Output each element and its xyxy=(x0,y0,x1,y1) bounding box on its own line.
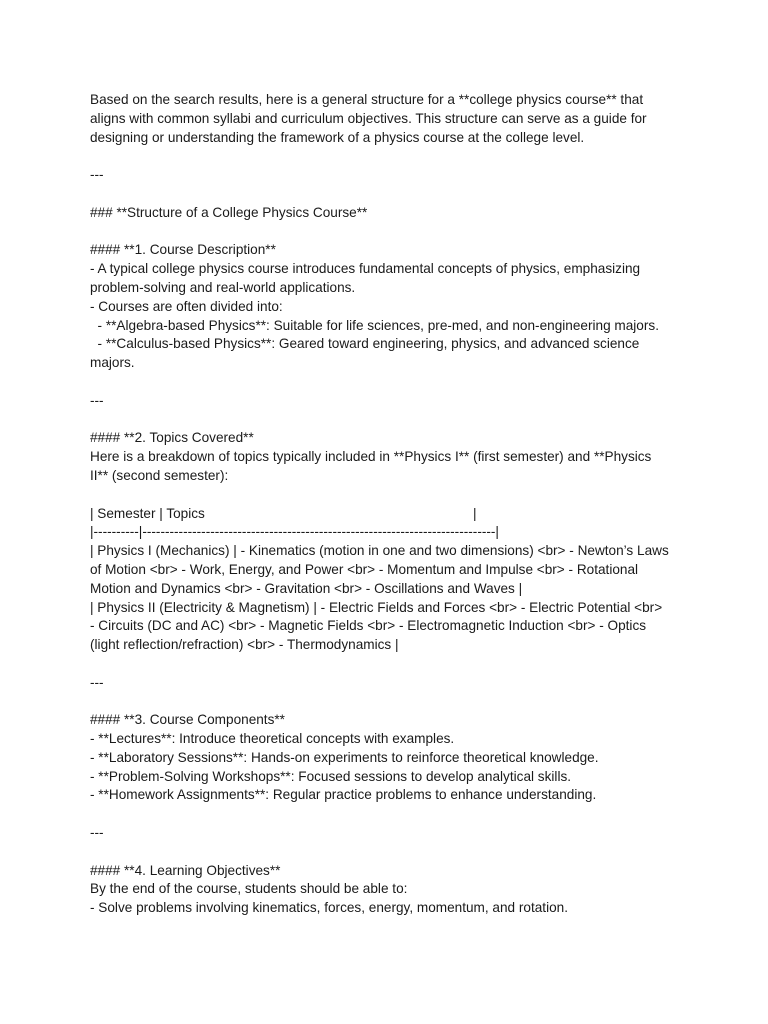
text-line: II** (second semester): xyxy=(90,467,229,483)
text-line: - Solve problems involving kinematics, forces, energy, momentum, and rotation. xyxy=(90,900,569,916)
text-line: ### **Structure of a College Physics Course** xyxy=(90,204,368,220)
blank-line xyxy=(90,147,690,166)
blank-line xyxy=(90,655,690,674)
blank-line xyxy=(90,843,690,862)
blank-line xyxy=(90,805,690,824)
text-line: - Circuits (DC and AC) <br> - Magnetic Fields <br> - Electromagnetic Induction <br> - Optics xyxy=(90,618,647,634)
text-line: #### **3. Course Components** xyxy=(90,712,285,728)
text-line: - **Homework Assignments**: Regular practice problems to enhance understanding. xyxy=(90,787,597,803)
blank-line xyxy=(90,411,690,430)
text-line: --- xyxy=(90,825,104,841)
text-line: - A typical college physics course introduces fundamental concepts of physics, emphasizing xyxy=(90,261,641,277)
text-line: problem-solving and real-world applications. xyxy=(90,279,356,295)
text-line: Motion and Dynamics <br> - Gravitation <br> - Oscillations and Waves | xyxy=(90,580,523,596)
blank-line xyxy=(90,185,690,204)
text-line: - **Lectures**: Introduce theoretical concepts with examples. xyxy=(90,731,455,747)
text-line: By the end of the course, students should be able to: xyxy=(90,881,408,897)
text-line: #### **1. Course Description** xyxy=(90,242,276,258)
text-line: --- xyxy=(90,392,104,408)
text-line: - **Problem-Solving Workshops**: Focused sessions to develop analytical skills. xyxy=(90,768,572,784)
text-line: --- xyxy=(90,167,104,183)
text-line: |----------|------------------------------------------------------------------------------| xyxy=(90,524,499,540)
text-line: - Courses are often divided into: xyxy=(90,298,283,314)
text-line: (light reflection/refraction) <br> - Thermodynamics | xyxy=(90,637,399,653)
text-line: | Physics II (Electricity & Magnetism) | - Electric Fields and Forces <br> - Electric Potential <br> xyxy=(90,599,663,615)
text-line: of Motion <br> - Work, Energy, and Power <br> - Momentum and Impulse <br> - Rotational xyxy=(90,561,639,577)
text-line: designing or understanding the framework of a physics course at the college level. xyxy=(90,129,585,145)
blank-line xyxy=(90,373,690,392)
text-line: --- xyxy=(90,674,104,690)
blank-line xyxy=(90,693,690,712)
text-line: - **Algebra-based Physics**: Suitable for life sciences, pre-med, and non-engineering majors. xyxy=(90,317,659,333)
text-line: #### **4. Learning Objectives** xyxy=(90,862,281,878)
text-line: #### **2. Topics Covered** xyxy=(90,430,254,446)
blank-line xyxy=(90,486,690,505)
blank-line xyxy=(90,223,690,242)
text-line: aligns with common syllabi and curriculum objectives. This structure can serve as a guide for xyxy=(90,110,647,126)
text-line: Based on the search results, here is a general structure for a **college physics course** that xyxy=(90,92,644,107)
text-line: | Semester | Topics | xyxy=(90,505,477,521)
text-line: | Physics I (Mechanics) | - Kinematics (motion in one and two dimensions) <br> - Newton’s Laws xyxy=(90,543,669,559)
text-line: majors. xyxy=(90,355,135,371)
text-line: Here is a breakdown of topics typically included in **Physics I** (first semester) and **Physics xyxy=(90,449,652,465)
text-line: - **Calculus-based Physics**: Geared toward engineering, physics, and advanced science xyxy=(90,336,640,352)
text-line: - **Laboratory Sessions**: Hands-on experiments to reinforce theoretical knowledge. xyxy=(90,749,599,765)
document-body xyxy=(90,91,690,918)
